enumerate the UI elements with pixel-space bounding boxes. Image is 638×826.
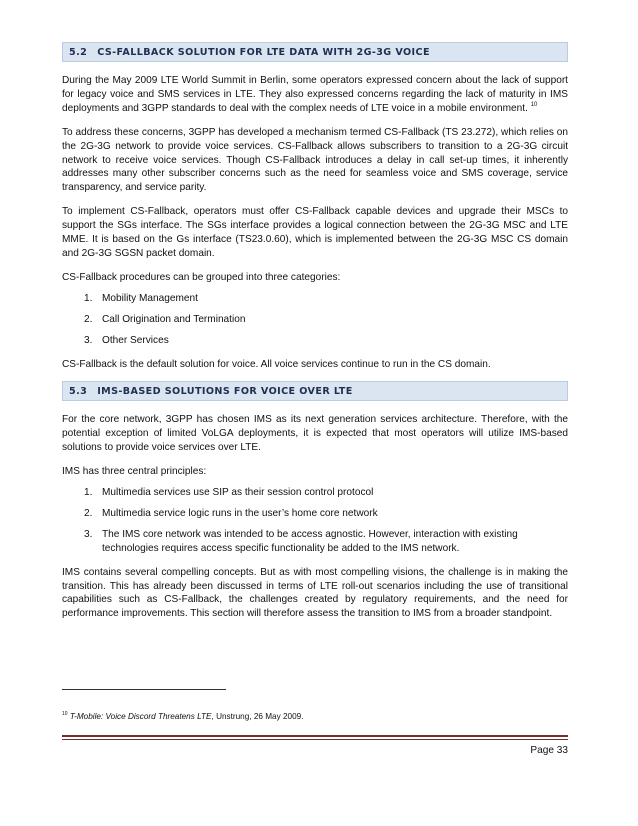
paragraph: To implement CS-Fallback, operators must offer CS-Fallback capable devices and upgrade their MSCs to support the SGs interface. The SGs interface provides a logical connection between the 2G-3G MSC and LTE MME. It is based on the Gs interface (TS23.0.60), which is implemented between the 2G-3G MSC CS domain and 2G-3G SGSN packet domain.	[62, 206, 568, 259]
list-item: 1. Multimedia services use SIP as their session control protocol	[84, 487, 374, 499]
footnote	[62, 712, 303, 721]
footnote-source: , Unstrung, 26 May 2009.	[211, 712, 304, 721]
list-item: 3. The IMS core network was intended to be access agnostic. However, interaction with existing technologies requires access specific functionality be added to the IMS network.	[84, 528, 518, 554]
page-number: Page 33	[530, 745, 568, 756]
footnote-title: T-Mobile: Voice Discord Threatens LTE	[69, 712, 212, 721]
footer-rule	[62, 735, 568, 737]
section-title: CS-FALLBACK SOLUTION FOR LTE DATA WITH 2G-3G VOICE	[97, 47, 430, 58]
document-body	[62, 42, 568, 621]
footnote-number: 10	[62, 711, 68, 717]
numbered-list	[62, 486, 568, 556]
list-item: 2. Call Origination and Termination	[84, 313, 246, 325]
list-item: 3. Other Services	[84, 334, 169, 346]
footer-rule-thin	[62, 739, 568, 740]
footnote-separator	[62, 689, 226, 690]
footnote-reference[interactable]: 10	[530, 101, 538, 108]
section-title: IMS-BASED SOLUTIONS FOR VOICE OVER LTE	[97, 386, 353, 398]
paragraph: For the core network, 3GPP has chosen IMS as its next generation services architecture. Therefore, with the potential exception of limited VoLGA deployments, it is expected that most operators will utilize IMS-based solutions to provide voice services over LTE.	[62, 414, 568, 454]
section-heading-5-2	[62, 42, 568, 62]
section-number: 5.3	[69, 386, 88, 398]
paragraph: IMS contains several compelling concepts. But as with most compelling visions, the challenge is in making the transition. This has already been discussed in terms of LTE roll-out scenarios including the use of transitional capabilities such as CS-Fallback, the challenges created by regulatory requirements, and the need for performance improvements. This section will therefore assess the transition to IMS from a broader standpoint.	[62, 566, 568, 620]
list-item: 1. Mobility Management	[84, 292, 198, 304]
section-heading-5-3	[62, 381, 568, 401]
paragraph: During the May 2009 LTE World Summit in Berlin, some operators expressed concern about the lack of support for legacy voice and SMS services in LTE. They also expressed concerns regarding the lack of maturity in IMS deployments and 3GPP standards to deal with the complex needs of LTE voice in a mobile environment. $^{10}$	[62, 75, 568, 114]
numbered-list	[62, 292, 568, 348]
paragraph: To address these concerns, 3GPP has developed a mechanism termed CS-Fallback (TS 23.272), which relies on the 2G-3G network to provide voice services. CS-Fallback allows subscribers to transition to a 2G-3G circuit network to receive voice services. Though CS-Fallback introduces a delay in call set-up times, it inherently addresses many other subscriber concerns such as the need for seamless voice and SMS coverage, service transparency, and service parity.	[62, 126, 568, 194]
paragraph: IMS has three central principles:	[62, 466, 207, 478]
section-number: 5.2	[69, 47, 88, 58]
paragraph: CS-Fallback is the default solution for voice. All voice services continue to run in the CS domain.	[62, 358, 491, 370]
list-item: 2. Multimedia service logic runs in the user’s home core network	[84, 507, 378, 519]
paragraph: CS-Fallback procedures can be grouped into three categories:	[62, 271, 341, 283]
